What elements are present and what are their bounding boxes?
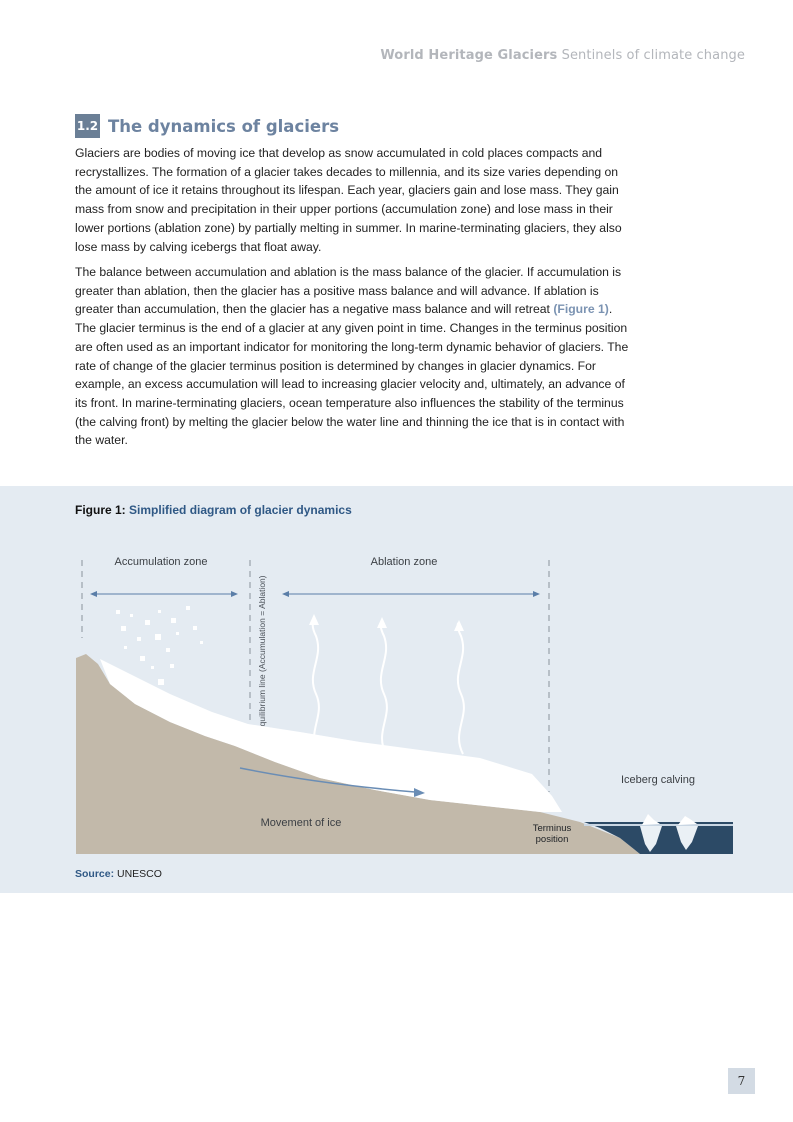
melt-arrowhead — [454, 620, 464, 631]
ablation-zone-arrow — [282, 591, 540, 597]
section-number-badge: 1.2 — [75, 114, 100, 138]
snowflake — [158, 679, 164, 685]
figure-label: Figure 1: — [75, 503, 130, 517]
movement-of-ice-label: Movement of ice — [260, 817, 342, 829]
figure-1-panel — [0, 486, 793, 893]
paragraph-2 — [75, 263, 635, 450]
snowflake — [158, 610, 161, 613]
melt-arrowhead — [309, 614, 319, 625]
terminus-label-line-2: position — [535, 834, 569, 845]
melt-arrow — [313, 622, 319, 754]
equilibrium-line-label: Equilibrium line (Accumulation = Ablation) — [257, 575, 267, 732]
terminus-label-line-1: Terminus — [532, 823, 572, 834]
running-header — [380, 48, 745, 63]
melt-arrow — [458, 623, 464, 754]
source-value: UNESCO — [114, 868, 162, 880]
ablation-zone-label: Ablation zone — [370, 556, 438, 568]
snowflake — [116, 610, 120, 614]
report-subtitle: Sentinels of climate change — [561, 48, 745, 63]
ablation-melt-arrows — [313, 622, 464, 754]
paragraph-1 — [75, 144, 635, 256]
snowflake — [170, 664, 174, 668]
snowflake — [200, 641, 203, 644]
paragraph-2-part-2: . The glacier terminus is the end of a glacier at any given point in time. Changes in the terminus position are often used as an important indicator for monitoring the long-term dynamic behavior of glaciers. The rate of change of the glacier terminus position is determined by changes in glacier dynamics. For example, an excess accumulation will lead to increasing glacier velocity and, ultimately, an advance of its front. In marine-terminating glaciers, ocean temperature also influences the stability of the terminus (the calving front) by melting the glacier below the water line and thinning the ice that is in contact with the water. — [75, 302, 629, 448]
snowflake — [176, 632, 179, 635]
snowflake — [193, 626, 197, 630]
accumulation-zone-arrow — [90, 591, 238, 597]
snowflake — [186, 606, 190, 610]
snowflake — [124, 646, 127, 649]
figure-1-reference-link[interactable]: (Figure 1) — [553, 302, 609, 317]
snowflake — [121, 626, 126, 631]
snowflake — [145, 620, 150, 625]
paragraph-2-text — [75, 263, 635, 450]
paragraph-1-text: Glaciers are bodies of moving ice that develop as snow accumulated in cold places compacts and recrystallizes. The formation of a glacier takes decades to millennia, and its size varies depending on the amount of ice it retains throughout its lifespan. Each year, glaciers gain and lose mass. They gain mass from snow and precipitation in their upper portions (accumulation zone) and lose mass in their lower portions (ablation zone) by partially melting in summer. In marine-terminating glaciers, they also lose mass by calving icebergs that float away. — [75, 146, 622, 254]
snowflake — [140, 656, 145, 661]
snowflake — [151, 666, 154, 669]
figure-source — [75, 868, 162, 880]
iceberg-calving-label: Iceberg calving — [621, 774, 695, 786]
accumulation-zone-label: Accumulation zone — [114, 556, 208, 568]
paragraph-2-part-1: The balance between accumulation and ablation is the mass balance of the glacier. If accumulation is greater than ablation, then the glacier has a positive mass balance and will advance. If ablation is greater than accumulation, then the glacier has a negative mass balance and will retreat — [75, 265, 622, 317]
melt-arrowheads — [309, 614, 464, 631]
source-label: Source: — [75, 868, 115, 880]
section-heading — [75, 114, 339, 138]
snowfall — [116, 606, 203, 685]
report-title: World Heritage Glaciers — [380, 48, 558, 63]
melt-arrow — [381, 623, 387, 755]
glacier-diagram — [0, 486, 793, 893]
snowflake — [130, 614, 133, 617]
snowflake — [171, 618, 176, 623]
snowflake — [155, 634, 161, 640]
figure-title: Simplified diagram of glacier dynamics — [129, 503, 352, 517]
melt-arrowhead — [377, 617, 387, 628]
snowflake — [166, 648, 170, 652]
section-title: The dynamics of glaciers — [108, 116, 340, 136]
page-number: 7 — [728, 1068, 755, 1094]
snowflake — [137, 637, 141, 641]
